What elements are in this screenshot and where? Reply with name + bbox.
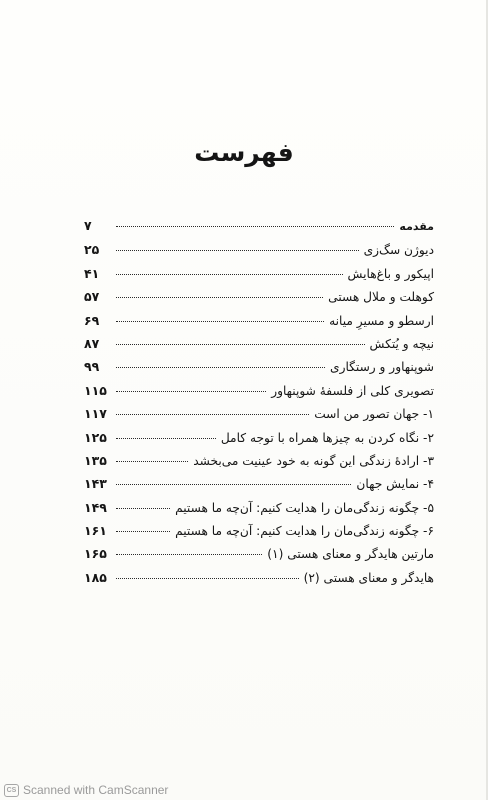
toc-entry[interactable] [84,546,434,562]
dot-leader [116,531,170,532]
toc-entry[interactable] [84,570,434,586]
toc-entry-page: ۸۷ [84,335,100,351]
toc-entry[interactable] [84,218,434,235]
toc-entry-label: ۲- نگاه کردن به چیزها همراه با توجه کامل [220,430,434,445]
dot-leader [116,344,365,345]
toc-entry-label: مقدمه [399,220,434,233]
toc-entry[interactable] [84,359,434,375]
toc-entry-page: ۱۳۵ [84,452,107,468]
toc-entry[interactable] [84,242,434,258]
toc-entry-label: شوپنهاور و رستگاری [330,360,434,375]
toc-entry-label: ۶- چگونه زندگی‌مان را هدایت کنیم: آن‌چه ما هستیم [175,524,434,539]
toc-entry-page: ۱۱۵ [84,382,107,398]
camscanner-logo-icon: CS [4,784,19,797]
dot-leader [116,321,324,322]
toc-entry-label: نیچه و یُتکش [369,336,434,351]
dot-leader [116,414,309,415]
toc-entry[interactable] [84,500,434,516]
toc-entry-page: ۱۱۷ [84,406,107,422]
dot-leader [116,484,351,485]
toc-entry-page: ۱۸۵ [84,569,107,585]
toc-entry-label: کوهلت و ملال هستی [328,290,434,305]
toc-entry-label: ۳- ارادهٔ زندگی این گونه به خود عینیت می‌بخشد [193,453,434,468]
toc-entry-label: ارسطو و مسیرِ میانه [329,313,434,328]
toc-entry[interactable] [84,313,434,329]
toc-entry[interactable] [84,336,434,352]
toc-entry-label: دیوژن سگ‌زی [363,243,434,258]
dot-leader [116,508,170,509]
table-of-contents [84,218,434,593]
toc-entry-page: ۴۱ [84,265,100,281]
toc-entry[interactable] [84,476,434,492]
toc-entry-page: ۹۹ [84,359,100,375]
toc-entry[interactable] [84,406,434,422]
toc-entry-page: ۵۷ [84,289,100,305]
toc-entry[interactable] [84,523,434,539]
toc-entry[interactable] [84,430,434,446]
toc-entry-label: ۵- چگونه زندگی‌مان را هدایت کنیم: آن‌چه ما هستیم [175,500,434,515]
toc-entry-label: مارتین هایدگر و معنای هستی (۱) [267,547,434,562]
dot-leader [116,461,188,462]
watermark-text: Scanned with CamScanner [23,783,169,797]
dot-leader [116,578,299,579]
toc-entry[interactable] [84,266,434,282]
dot-leader [116,367,325,368]
dot-leader [116,274,343,275]
toc-entry-label: هایدگر و معنای هستی (۲) [303,570,434,585]
toc-entry-page: ۱۶۱ [84,523,107,539]
toc-entry-page: ۷ [84,218,92,233]
dot-leader [116,250,359,251]
toc-entry-page: ۶۹ [84,312,100,328]
dot-leader [116,297,323,298]
toc-entry-label: تصویری کلی از فلسفهٔ شوپنهاور [271,383,434,398]
toc-entry-page: ۱۴۹ [84,499,107,515]
dot-leader [116,438,216,439]
toc-entry-page: ۱۲۵ [84,429,107,445]
toc-entry-label: اپیکور و باغ‌هایش [347,266,434,281]
toc-entry-page: ۱۶۵ [84,546,107,562]
toc-entry[interactable] [84,383,434,399]
toc-entry-page: ۲۵ [84,242,100,258]
toc-entry-label: ۱- جهان تصور من است [314,407,434,422]
toc-entry[interactable] [84,453,434,469]
dot-leader [116,391,266,392]
toc-entry-label: ۴- نمایش جهان [356,477,434,492]
scanner-watermark [4,783,168,797]
toc-entry-page: ۱۴۳ [84,476,107,492]
page-title: فهرست [194,138,294,167]
toc-entry[interactable] [84,289,434,305]
dot-leader [116,226,394,227]
dot-leader [116,554,262,555]
